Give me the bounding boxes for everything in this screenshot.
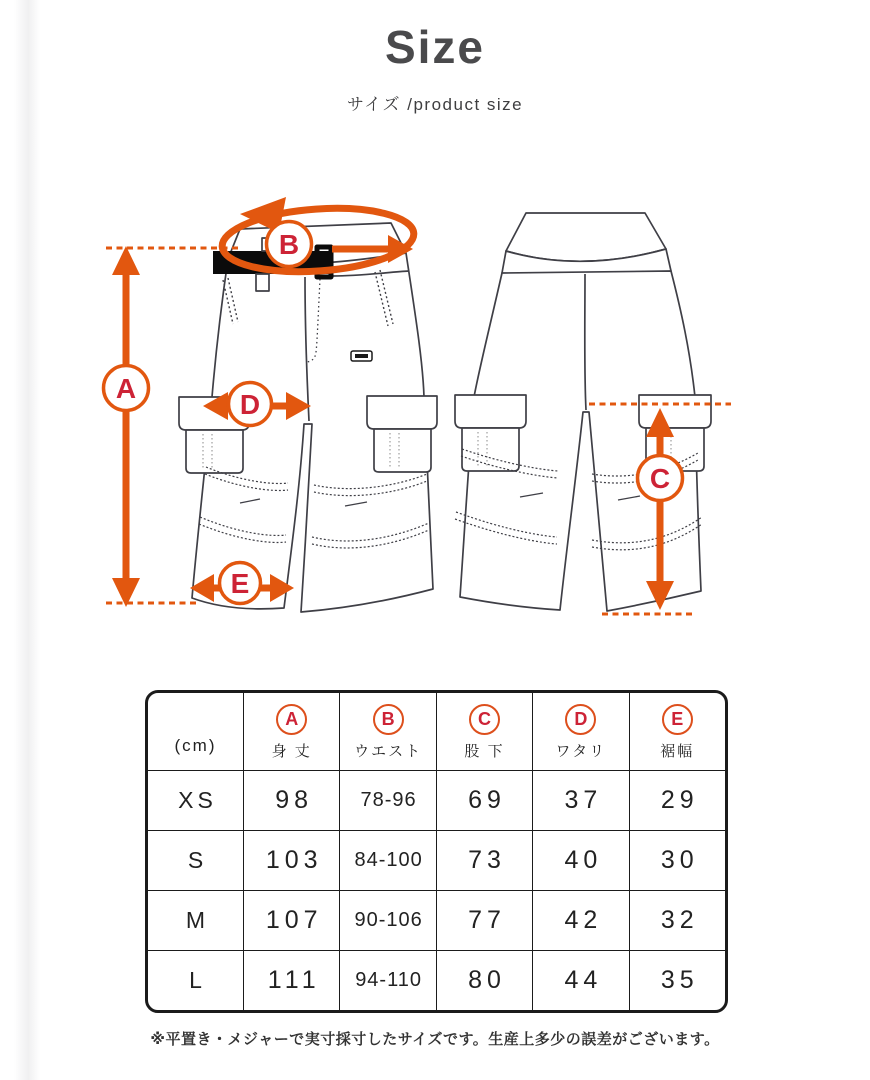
row-label-m: M bbox=[148, 890, 243, 950]
value-s-c: 73 bbox=[436, 830, 532, 890]
value-l-a: 111 bbox=[243, 950, 339, 1010]
value-s-e: 30 bbox=[629, 830, 725, 890]
value-l-c: 80 bbox=[436, 950, 532, 1010]
measure-letter-badge-d: D bbox=[565, 704, 596, 735]
value-s-d: 40 bbox=[532, 830, 628, 890]
value-xs-d: 37 bbox=[532, 770, 628, 830]
value-m-b: 90-106 bbox=[339, 890, 435, 950]
cargo-pocket-back-left bbox=[455, 395, 526, 471]
value-l-e: 35 bbox=[629, 950, 725, 1010]
size-diagram bbox=[0, 170, 870, 670]
row-label-s: S bbox=[148, 830, 243, 890]
value-m-c: 77 bbox=[436, 890, 532, 950]
table-header-col-d bbox=[532, 693, 628, 770]
column-label-d: ワタリ bbox=[555, 743, 607, 760]
column-label-a: 身 丈 bbox=[271, 743, 312, 760]
value-xs-c: 69 bbox=[436, 770, 532, 830]
measure-letter-badge-c: C bbox=[469, 704, 500, 735]
table-header-col-a bbox=[243, 693, 339, 770]
row-label-l: L bbox=[148, 950, 243, 1010]
value-m-e: 32 bbox=[629, 890, 725, 950]
row-label-xs: XS bbox=[148, 770, 243, 830]
cargo-pocket-front-right bbox=[367, 396, 437, 472]
brand-tag bbox=[351, 351, 372, 361]
value-l-b: 94-110 bbox=[339, 950, 435, 1010]
value-xs-a: 98 bbox=[243, 770, 339, 830]
value-m-a: 107 bbox=[243, 890, 339, 950]
measure-letter-badge-b: B bbox=[373, 704, 404, 735]
value-xs-e: 29 bbox=[629, 770, 725, 830]
column-label-c: 股 下 bbox=[464, 743, 505, 760]
value-m-d: 42 bbox=[532, 890, 628, 950]
measurement-disclaimer: ※平置き・メジャーで実寸採寸したサイズです。生産上多少の誤差がございます。 bbox=[150, 1031, 720, 1048]
measurement-label-a: A bbox=[115, 373, 137, 404]
page-subtitle: サイズ /product size bbox=[346, 95, 524, 114]
table-header-col-c bbox=[436, 693, 532, 770]
measure-letter-badge-a: A bbox=[276, 704, 307, 735]
value-s-b: 84-100 bbox=[339, 830, 435, 890]
pants-front-view bbox=[179, 223, 437, 612]
value-xs-b: 78-96 bbox=[339, 770, 435, 830]
column-label-e: 裾幅 bbox=[660, 743, 695, 760]
column-label-b: ウエスト bbox=[354, 743, 423, 760]
table-header-unit: (cm) bbox=[174, 736, 217, 755]
size-table bbox=[145, 690, 728, 1013]
page-title: Size bbox=[384, 21, 486, 73]
measurement-label-d: D bbox=[239, 389, 261, 420]
measurement-label-e: E bbox=[230, 568, 250, 599]
table-header-col-e bbox=[629, 693, 725, 770]
value-l-d: 44 bbox=[532, 950, 628, 1010]
value-s-a: 103 bbox=[243, 830, 339, 890]
measurement-label-b: B bbox=[278, 229, 300, 260]
measure-letter-badge-e: E bbox=[662, 704, 693, 735]
measurement-label-c: C bbox=[649, 463, 671, 494]
pants-back-view bbox=[455, 213, 711, 611]
table-header-col-b bbox=[339, 693, 435, 770]
